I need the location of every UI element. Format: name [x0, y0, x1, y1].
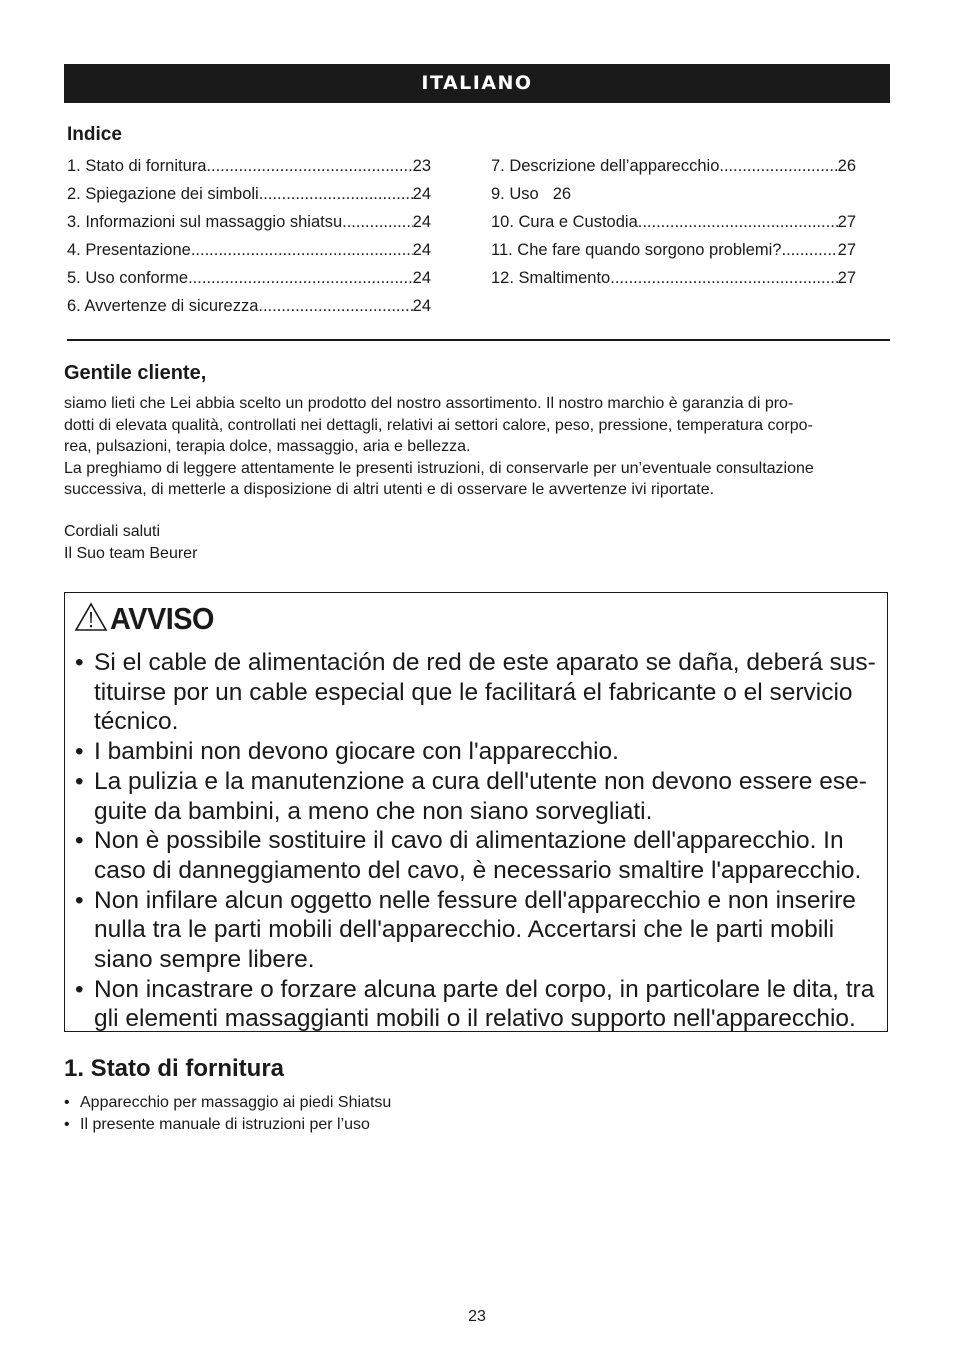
delivery-item: • Il presente manuale di istruzioni per l’uso: [64, 1114, 391, 1136]
toc-entry[interactable]: [67, 156, 431, 184]
toc-entry[interactable]: [67, 240, 431, 268]
signature-text: Il Suo team Beurer: [64, 544, 198, 562]
warning-box: [64, 592, 888, 1032]
greeting-closing-block: [64, 521, 896, 564]
warning-item: • Si el cable de alimentación de red de este aparato se daña, deberá sus-tituirse por un cable especial que le facilitará el fabricante o el servicio técnico.: [75, 648, 881, 737]
toc-entry[interactable]: [491, 240, 856, 268]
toc-entry-page: 23: [412, 157, 431, 175]
delivery-list: [64, 1092, 391, 1136]
toc-entry-label: 11. Che fare quando sorgono problemi?: [491, 241, 782, 259]
toc-entry[interactable]: [491, 184, 856, 212]
toc-entry-page: 24: [412, 241, 431, 259]
toc-leader-dots: [781, 240, 837, 268]
toc-entry-page: 24: [412, 213, 431, 231]
greeting-intro: [64, 393, 896, 501]
greeting-title: Gentile cliente,: [64, 362, 207, 384]
section-divider: [67, 339, 890, 341]
toc-entry-label: 9. Uso: [491, 185, 539, 203]
toc-entry-page: 26: [552, 185, 572, 203]
toc-entry-label: 6. Avvertenze di sicurezza: [67, 297, 259, 315]
warning-list: [75, 648, 881, 1034]
toc-leader-dots: [342, 212, 413, 240]
toc-entry-page: 24: [412, 185, 431, 203]
delivery-item: • Apparecchio per massaggio ai piedi Shiatsu: [64, 1092, 391, 1114]
toc-entry[interactable]: [67, 212, 431, 240]
warning-header: [74, 601, 222, 637]
toc-entry[interactable]: [491, 156, 856, 184]
toc-right-column: [491, 156, 856, 296]
index-title: Indice: [67, 124, 122, 145]
intro-line: dotti di elevata qualità, controllati nei dettagli, relativi ai settori calore, peso, pressione, temperatura corpo-: [64, 416, 813, 434]
warning-item: • I bambini non devono giocare con l'apparecchio.: [75, 737, 881, 767]
page-number: 23: [468, 1308, 486, 1325]
toc-entry[interactable]: [491, 268, 856, 296]
intro-line: successiva, di metterle a disposizione di altri utenti e di osservare le avvertenze ivi riportate.: [64, 481, 715, 498]
toc-entry-label: 3. Informazioni sul massaggio shiatsu: [67, 213, 343, 231]
toc-entry-label: 4. Presentazione: [67, 241, 191, 259]
toc-leader-dots: [206, 156, 412, 184]
toc-entry-label: 12. Smaltimento: [491, 269, 611, 287]
toc-entry-label: 5. Uso conforme: [67, 269, 189, 287]
language-header: ITALIANO: [64, 64, 890, 103]
toc-leader-dots: [539, 184, 553, 212]
toc-entry-label: 1. Stato di fornitura: [67, 157, 207, 175]
toc-leader-dots: [259, 184, 413, 212]
toc-entry-page: 26: [837, 157, 856, 175]
toc-entry-label: 7. Descrizione dell’apparecchio: [491, 157, 720, 175]
closing-text: Cordiali saluti: [64, 523, 161, 540]
section-title: 1. Stato di fornitura: [64, 1055, 285, 1082]
warning-item: • Non infilare alcun oggetto nelle fessure dell'apparecchio e non inserire nulla tra le parti mobili dell'apparecchio. Accertarsi che le parti mobili siano sempre libere.: [75, 886, 881, 975]
toc-entry-page: 24: [412, 297, 431, 315]
toc-leader-dots: [258, 296, 412, 324]
toc-left-column: [67, 156, 431, 324]
toc-entry[interactable]: [67, 184, 431, 212]
toc-leader-dots: [610, 268, 837, 296]
intro-line: rea, pulsazioni, terapia dolce, massaggio, aria e bellezza.: [64, 438, 471, 455]
warning-item: • Non è possibile sostituire il cavo di alimentazione dell'apparecchio. In caso di danneggiamento del cavo, è necessario smaltire l'apparecchio.: [75, 826, 881, 885]
intro-line: La preghiamo di leggere attentamente le presenti istruzioni, di conservarle per un’eventuale consultazione: [64, 459, 814, 477]
warning-triangle-icon: [74, 602, 108, 637]
toc-entry-page: 27: [837, 213, 856, 231]
toc-entry[interactable]: [67, 268, 431, 296]
toc-entry[interactable]: [491, 212, 856, 240]
toc-entry-page: 24: [412, 269, 431, 287]
warning-item: • Non incastrare o forzare alcuna parte del corpo, in particolare le dita, tra gli elementi massaggianti mobili o il relativo supporto nell'apparecchio.: [75, 975, 881, 1034]
toc-entry[interactable]: [67, 296, 431, 324]
toc-leader-dots: [719, 156, 837, 184]
toc-leader-dots: [638, 212, 838, 240]
warning-item: • La pulizia e la manutenzione a cura dell'utente non devono essere ese-guite da bambini, a meno che non siano sorvegliati.: [75, 767, 881, 826]
toc-entry-label: 10. Cura e Custodia: [491, 213, 638, 231]
toc-entry-label: 2. Spiegazione dei simboli: [67, 185, 259, 203]
warning-title: AVVISO: [110, 601, 215, 636]
toc-leader-dots: [188, 268, 413, 296]
toc-leader-dots: [191, 240, 413, 268]
intro-line: siamo lieti che Lei abbia scelto un prodotto del nostro assortimento. Il nostro marchio è garanzia di pro-: [64, 395, 794, 412]
toc-entry-page: 27: [837, 269, 856, 287]
toc-entry-page: 27: [837, 241, 856, 259]
